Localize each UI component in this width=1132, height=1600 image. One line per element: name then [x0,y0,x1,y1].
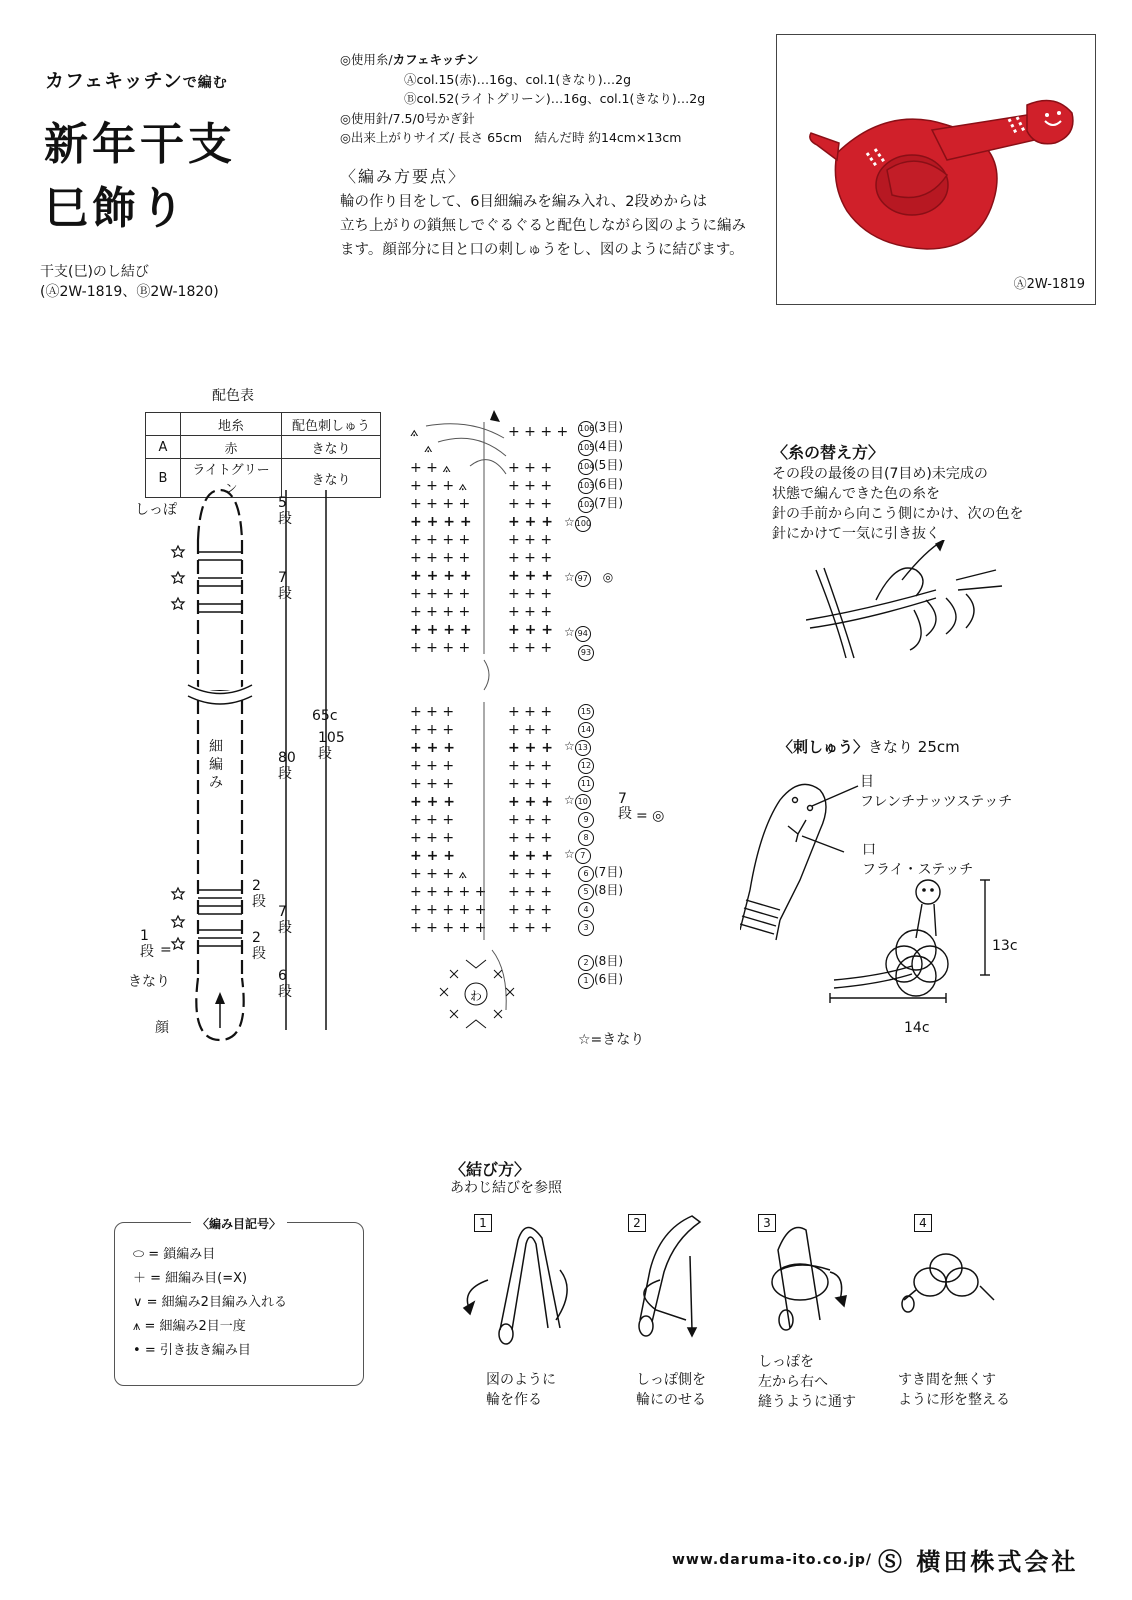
row-num: 104 [578,459,594,475]
table-cell: ライトグリーン [181,459,282,498]
footer-company [878,1542,1078,1577]
chart-stitches [410,424,568,936]
legend-item: = 鎖編み目 [148,1247,216,1262]
mouth-stitch: フライ・ステッチ [862,862,974,878]
row-num: 9 [578,812,594,828]
embroidery-thread: きなり 25cm [868,738,960,756]
svg-text:+ + + + +: + + + + + [410,902,487,918]
total-cm: 65c [312,708,338,724]
step-text: 縫うように通す [758,1394,856,1410]
step-text: すき間を無くす [898,1372,996,1388]
ref-line1: 干支(巳)のし結び [40,264,149,280]
yarn-change-line: その段の最後の目(7目め)未完成の [772,466,988,482]
svg-text:+ + +: + + + [410,758,455,774]
row-count: (8目) [594,954,623,968]
svg-text:+ + + +: + + + + [410,568,472,584]
product-reference [40,262,219,302]
svg-text:+ + +: + + + [508,722,553,738]
step-3-text [758,1352,856,1412]
svg-text:+ + +: + + + [508,496,553,512]
row-num: 15 [578,704,594,720]
len-80: 80段 [278,750,296,782]
ref-line2: (Ⓐ2W-1819、Ⓑ2W-1820) [40,284,219,300]
company-logo-icon: Ⓢ [878,1548,905,1576]
tying-heading: 〈結び方〉 [450,1160,531,1179]
chart-row-labels-top: 106(3目) 105(4目) 104(5目) 103(6目) 102(7目) ☆100 ☆ 97 ◎ ☆ 94 93 [578,418,623,661]
svg-text:+ + +: + + + [508,740,553,756]
eye-stitch: フレンチナッツステッチ [860,794,1013,810]
photo-caption: Ⓐ2W-1819 [1013,277,1085,292]
row-num: 8 [578,830,594,846]
svg-text:+ + +: + + + [508,902,553,918]
repeat-eq: = ◎ [636,808,665,824]
svg-text:+ + +: + + + [508,920,553,936]
yarn-a: Ⓐcol.15(赤)…16g、col.1(きなり)…2g [404,71,632,87]
ring-label: わ [470,989,483,1003]
len-6: 6段 [278,968,292,1000]
step-4-text [898,1370,1010,1410]
row-num: 2 [578,955,594,971]
yarn-change-text [772,464,1023,544]
svg-text:+ + + +: + + + + [410,550,471,566]
svg-text:+ + + ⟑: + + + ⟑ [410,478,468,494]
company-name: 横田株式会社 [916,1548,1079,1576]
svg-text:+ + +: + + + [410,812,455,828]
points-line: ます。顔部分に目と口の刺しゅうをし、図のように結びます。 [340,242,744,258]
yarn-change-line: 状態で編んできた色の糸を [772,486,940,502]
step-text: 輪にのせる [636,1392,706,1408]
svg-text:+ + + ⟑: + + + ⟑ [410,866,468,882]
points-heading: 〈編み方要点〉 [340,167,467,186]
knot-width: 14c [900,1018,934,1038]
row-count: (3目) [594,420,623,434]
svg-text:+ + +: + + + [508,478,553,494]
yarn-label: ◎使用糸/ [340,52,393,67]
legend-item: = 細編み目(=X) [150,1271,248,1286]
table-cell: きなり [282,436,381,459]
row-num: 4 [578,902,594,918]
subtitle-brand: カフェキッチン [45,70,183,92]
svg-text:+ + +: + + + [508,704,553,720]
step-number: 1 [474,1214,492,1232]
table-header: 地糸 [181,413,282,436]
row-num: 106 [578,421,594,437]
svg-text:+ + +: + + + [410,704,455,720]
step-text: しっぽ側を [636,1372,706,1388]
row-num: 103 [578,478,594,494]
row-count: (4目) [594,439,623,453]
row-count: (5目) [594,458,623,472]
row-num: 94 [575,626,591,642]
svg-text:+ + +: + + + [508,586,553,602]
points-line: 輪の作り目をして、6目細編みを編み入れ、2段めからは [340,194,708,210]
yarn-change-line: 針にかけて一気に引き抜く [772,526,940,542]
inc-icon: ∨ [133,1295,147,1310]
step-2-text [636,1370,706,1410]
row-count: (6目) [594,477,623,491]
svg-text:+ + +: + + + [508,866,553,882]
dec-icon: ⩚ [133,1319,145,1334]
row-num: 12 [578,758,594,774]
svg-text:+ + + +: + + + + [410,640,471,656]
label-kinari: きなり [128,974,170,990]
row-num: 97 [575,571,591,587]
table-cell: A [146,436,181,459]
label-face: 顔 [155,1020,169,1036]
svg-text:+ + +: + + + [508,830,553,846]
step-text: 輪を作る [486,1392,542,1408]
product-photo [776,34,1096,305]
step-number: 2 [628,1214,646,1232]
step-1-text [486,1370,556,1410]
yarn-brand: カフェキッチン [392,52,479,67]
row-count: (7目) [594,865,623,879]
svg-text:+ + + +: + + + + [410,514,472,530]
star-note: ☆=きなり [578,1032,645,1048]
svg-text:+ + + +: + + + + [410,604,471,620]
svg-text:+ + + +: + + + + [410,586,471,602]
label-eq: = [160,942,172,958]
embroidery-heading: 〈刺しゅう〉 [778,738,869,756]
svg-text:+ + + + +: + + + + + [410,884,487,900]
tying-subtitle: あわじ結びを参照 [450,1180,562,1196]
row-num: 100 [575,516,591,532]
svg-text:+ + + +: + + + + [410,622,472,638]
svg-text:+ + +: + + + [410,776,455,792]
row-num: 7 [575,848,591,864]
step-text: しっぽを [758,1354,814,1370]
svg-text:+ + +: + + + [508,758,553,774]
len-2a: 2段 [252,878,266,910]
chart-row-labels-bottom: 15 14 ☆ 13 12 11 ☆ 10 9 8 ☆ 7 6 (7目) 5 (8目) 4 3 2 (8目) 1 (6目) [578,702,623,989]
len-2b: 2段 [252,930,266,962]
svg-text:+ + +: + + + [508,812,553,828]
legend-item: = 細編み2目一度 [144,1319,246,1334]
yarn-b: Ⓑcol.52(ライトグリーン)…16g、col.1(きなり)…2g [404,91,706,106]
svg-text:+ + +: + + + [410,830,455,846]
row-num: 105 [578,440,594,456]
yarn-change-illustration [806,540,1006,670]
svg-text:+ + +: + + + [410,794,455,810]
row-num: 10 [575,794,591,810]
table-cell: 赤 [181,436,282,459]
legend-item: = 引き抜き編み目 [144,1343,251,1358]
table-header: 配色刺しゅう [282,413,381,436]
sc-icon: ＋ [133,1271,151,1286]
svg-text:+ + +: + + + [508,460,553,476]
row-num: 5 [578,884,594,900]
page-title-line2: 巳飾り [44,183,188,234]
materials [340,50,705,148]
step-number: 3 [758,1214,776,1232]
step-text: ように形を整える [898,1392,1010,1408]
table-cell: きなり [282,459,381,498]
step-text: 左から右へ [758,1374,828,1390]
len-5: 5段 [278,495,292,527]
stitch-legend [114,1217,364,1386]
svg-text:+ + +: + + + [508,776,553,792]
knot-height: 13c [992,938,1018,954]
footer-url[interactable]: www.daruma-ito.co.jp/ [672,1552,873,1568]
row-num: 93 [578,645,594,661]
svg-text:+ + +: + + + [508,604,553,620]
svg-text:+ + +: + + + [410,848,455,864]
chain-icon: ⬭ [133,1247,149,1262]
row-num: 11 [578,776,594,792]
row-count: (7目) [594,496,623,510]
row-num: 6 [578,866,594,882]
svg-text:⟑: ⟑ [410,424,419,440]
len-7b: 7段 [278,904,292,936]
svg-text:+ + + +: + + + + [410,496,471,512]
svg-text:+ + +: + + + [508,884,553,900]
page-title: 新年干支 [44,119,236,170]
points-line: 立ち上がりの鎖無しでぐるぐると配色しながら図のように編み [340,218,746,234]
needle-info: ◎使用針/7.5/0号かぎ針 [340,110,475,126]
svg-text:+ + +: + + + [508,848,553,864]
eye-label: 目 [860,774,874,790]
yarn-change-heading: 〈糸の替え方〉 [772,443,885,462]
points-body [340,190,746,262]
svg-text:+ + +: + + + [508,532,553,548]
row-num: 102 [578,497,594,513]
legend-item: = 細編み2目編み入れる [146,1295,287,1310]
step-text: 図のように [486,1372,556,1388]
row-num: 13 [575,740,591,756]
label-body: 細編み [209,739,223,791]
svg-text:+ + +: + + + [508,622,553,638]
subtitle-suffix: で編む [182,75,228,91]
embroidery-illustration [740,770,1020,1040]
svg-text:+ + +: + + + [508,640,553,656]
len-7: 7段 [278,570,292,602]
svg-text:+ + ⟑: + + ⟑ [410,460,451,476]
embroidery-heading-row [778,736,960,757]
yarn-change-line: 針の手前から向こう側にかけ、次の色を [772,506,1024,522]
svg-text:+ + +: + + + [508,794,553,810]
knot-sketch [830,880,990,1003]
row-num: 1 [578,973,594,989]
svg-text:+ + + +: + + + + [508,424,569,440]
label-first-round: 1段 [140,928,154,960]
subtitle [45,66,228,93]
svg-text:+ + + + +: + + + + + [410,920,487,936]
row-count: (6目) [594,972,623,986]
step-number: 4 [914,1214,932,1232]
svg-text:+ + +: + + + [508,550,553,566]
svg-text:+ + +: + + + [508,514,553,530]
label-tail: しっぽ [135,502,177,518]
slip-stitch-icon: • [133,1343,145,1358]
svg-text:+ + + +: + + + + [410,532,471,548]
table-cell: B [146,459,181,498]
color-table-title: 配色表 [212,388,254,404]
row-num: 14 [578,722,594,738]
svg-text:+ + +: + + + [508,568,553,584]
mouth-label: 口 [862,842,876,858]
svg-text:+ + +: + + + [410,722,455,738]
eq-sign: = [636,808,648,824]
total-rows: 105段 [318,730,345,762]
size-info: ◎出来上がりサイズ/ 長さ 65cm 結んだ時 約14cm×13cm [340,130,682,145]
repeat-label: 7段 [618,791,632,822]
row-num: 3 [578,920,594,936]
snake-knot-illustration [777,35,1095,304]
svg-text:⟑: ⟑ [424,440,433,456]
table-header [146,413,181,436]
legend-title: 〈編み目記号〉 [191,1217,287,1231]
tying-illustrations [460,1210,1020,1370]
svg-text:+ + +: + + + [410,740,455,756]
row-count: (8目) [594,883,623,897]
